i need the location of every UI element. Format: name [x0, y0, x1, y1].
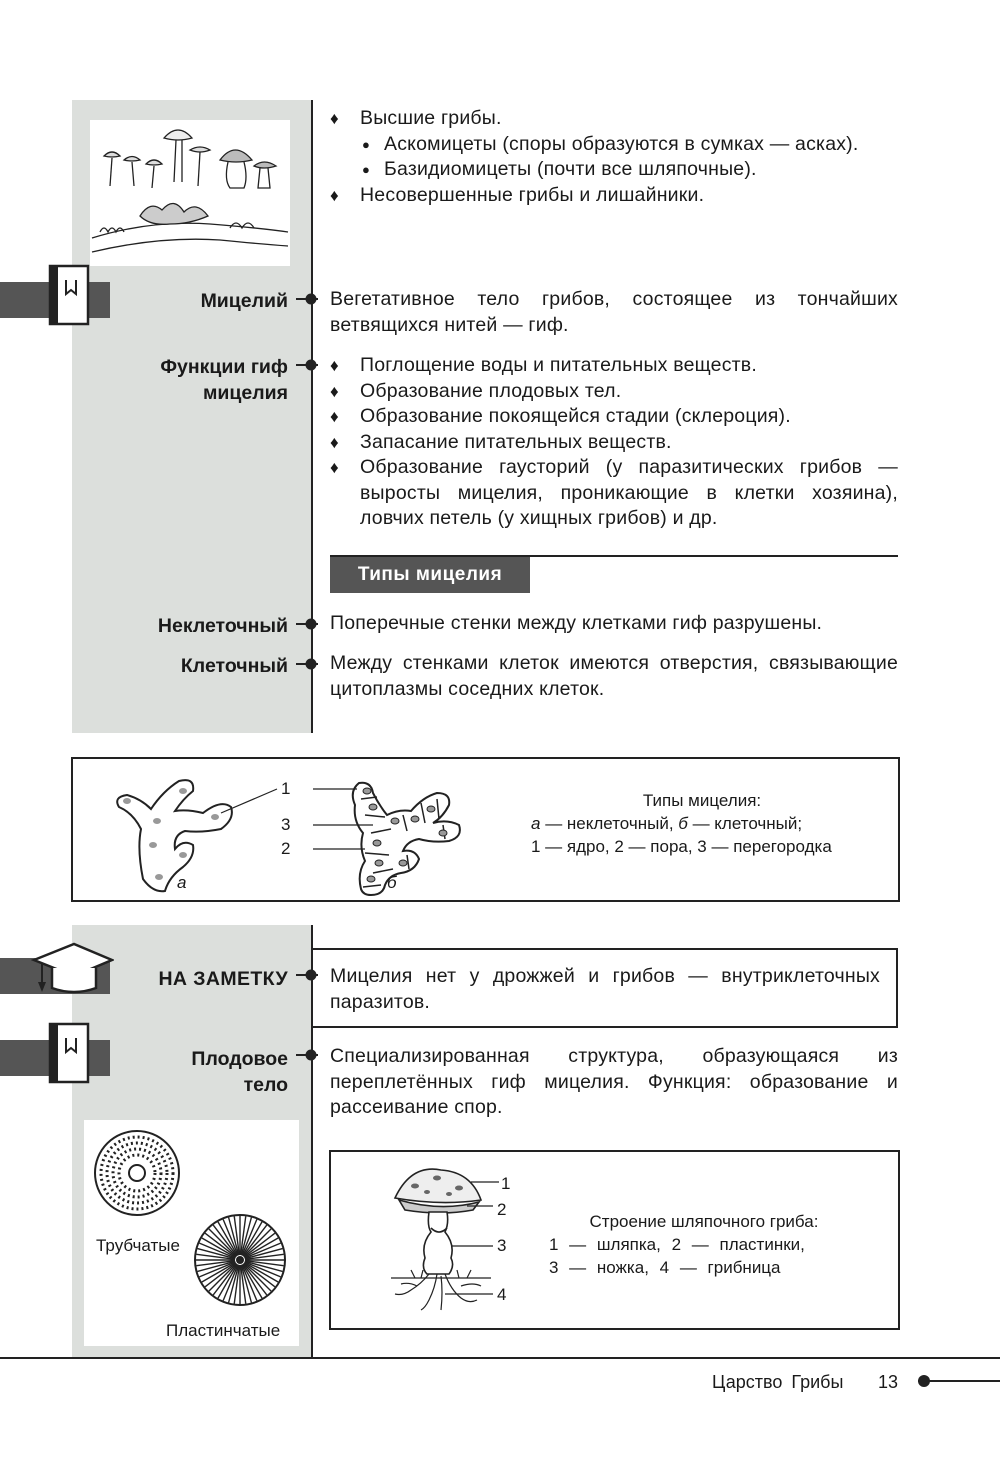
- functions-list: [330, 353, 898, 532]
- label-2: 2: [497, 1200, 507, 1219]
- figure1-caption-line2: [531, 812, 873, 835]
- connector-dot-icon: [296, 968, 320, 982]
- diamond-bullet-icon: ♦: [330, 458, 339, 477]
- footer-rule: [0, 1357, 1000, 1359]
- noncellular-definition: Поперечные стенки между клетками гиф разрушены.: [330, 612, 823, 634]
- note-text: Мицелия нет у дрожжей и грибов — внутриклеточных паразитов.: [330, 965, 880, 1013]
- diamond-bullet-icon: ♦: [330, 381, 339, 401]
- fruiting-body-term-line1: Плодовое: [191, 1048, 288, 1070]
- function-item: Образование покоящейся стадии (склероция).: [360, 405, 791, 427]
- figure1-caption-title: Типы мицелия:: [642, 791, 762, 810]
- connector-dot-icon: [296, 358, 320, 372]
- noncellular-term: Неклеточный: [157, 615, 288, 637]
- function-item: Образование плодовых тел.: [360, 379, 622, 402]
- caption-b-text: — клеточный;: [687, 814, 803, 833]
- hymenophore-panel: [84, 1120, 299, 1346]
- diamond-bullet-icon: ♦: [330, 109, 339, 128]
- figure2-caption-line2: 1 — шляпка, 2 — пластинки,: [549, 1235, 805, 1254]
- cellular-term: Клеточный: [180, 655, 288, 677]
- divider-top: [311, 100, 313, 733]
- tubular-label: Трубчатые: [96, 1236, 180, 1255]
- book-icon: [46, 1022, 94, 1091]
- connector-dot-icon: [296, 617, 320, 631]
- list-item: [330, 106, 898, 132]
- dot-bullet-icon: ●: [362, 136, 371, 152]
- mycelium-definition: Вегетативное тело грибов, состоящее из тончайших ветвящихся нитей — гиф.: [330, 288, 898, 336]
- book-icon: [46, 264, 94, 333]
- mycelium-types-figure: [71, 757, 900, 902]
- fruiting-body-term: [191, 1046, 288, 1098]
- footer-dot-line-icon: [914, 1374, 1000, 1388]
- hyphae-drawing: [103, 769, 523, 899]
- lamellar-hymenophore-drawing: [192, 1212, 288, 1308]
- caption-a: а: [531, 814, 541, 833]
- mushrooms-illustration: [90, 120, 290, 266]
- basidiomycetes-text: Базидиомицеты (почти все шляпочные).: [384, 158, 757, 180]
- diamond-bullet-icon: ♦: [330, 185, 339, 205]
- higher-fungi-text: Высшие грибы.: [360, 107, 502, 129]
- list-item: [330, 183, 898, 209]
- higher-fungi-list: [330, 106, 898, 208]
- tubular-hymenophore-drawing: [92, 1128, 182, 1218]
- label-a: а: [177, 873, 187, 892]
- label-3: 3: [281, 815, 291, 834]
- list-item: [330, 404, 898, 430]
- dot-bullet-icon: ●: [362, 162, 371, 177]
- label-4: 4: [497, 1285, 507, 1304]
- imperfect-fungi-text: Несовершенные грибы и лишайники.: [360, 183, 705, 206]
- list-item: [330, 132, 898, 158]
- figure1-caption: [531, 789, 873, 858]
- note-term: НА ЗАМЕТКУ: [158, 968, 288, 990]
- list-item: [330, 430, 898, 456]
- figure2-caption-title: Строение шляпочного гриба:: [589, 1212, 819, 1231]
- ascomycetes-text: Аскомицеты (споры образуются в сумках — асках).: [384, 132, 859, 155]
- function-item: Образование гаусторий (у паразитических грибов — выросты мицелия, проникающие в клетки хозяина), ловчих петель (у хищных грибов) и др.: [360, 456, 898, 529]
- connector-dot-icon: [296, 1048, 320, 1062]
- figure1-caption-line3: 1 — ядро, 2 — пора, 3 — перегородка: [531, 837, 832, 856]
- mycelium-term: Мицелий: [200, 290, 288, 312]
- page-number: 13: [878, 1372, 899, 1392]
- functions-term-line1: Функции гиф: [160, 356, 288, 378]
- functions-term: [160, 354, 288, 406]
- mushroom-drawing: [381, 1166, 511, 1316]
- label-3: 3: [497, 1236, 507, 1255]
- lamellar-label: Пластинчатые: [166, 1321, 281, 1340]
- function-item: Запасание питательных веществ.: [360, 430, 672, 453]
- function-item: Поглощение воды и питательных веществ.: [360, 354, 757, 376]
- label-b: б: [387, 873, 397, 892]
- figure2-caption: [549, 1210, 859, 1279]
- graduation-cap-icon: [30, 940, 114, 1001]
- diamond-bullet-icon: ♦: [330, 407, 339, 426]
- list-item: [330, 353, 898, 379]
- mushroom-structure-figure: [329, 1150, 900, 1330]
- caption-a-text: — неклеточный,: [540, 814, 679, 833]
- fruiting-body-term-line2: тело: [243, 1074, 288, 1096]
- fruiting-body-definition: Специализированная структура, образующаяся из переплетённых гиф мицелия. Функция: образование и рассеивание спор.: [330, 1045, 898, 1118]
- functions-term-line2: мицелия: [203, 382, 288, 404]
- list-item: [330, 157, 898, 183]
- label-1: 1: [281, 779, 291, 798]
- diamond-bullet-icon: ♦: [330, 356, 339, 375]
- list-item: [330, 379, 898, 405]
- connector-dot-icon: [296, 292, 320, 306]
- diamond-bullet-icon: ♦: [330, 432, 339, 452]
- connector-dot-icon: [296, 657, 320, 671]
- label-1: 1: [501, 1174, 511, 1193]
- caption-b: б: [678, 814, 688, 833]
- cellular-definition: Между стенками клеток имеются отверстия, связывающие цитоплазмы соседних клеток.: [330, 652, 898, 700]
- types-header: Типы мицелия: [330, 557, 530, 593]
- label-2: 2: [281, 839, 291, 858]
- list-item: [330, 455, 898, 532]
- figure2-caption-line3: 3 — ножка, 4 — грибница: [549, 1258, 781, 1277]
- footer-section-title: Царство Грибы: [712, 1372, 844, 1392]
